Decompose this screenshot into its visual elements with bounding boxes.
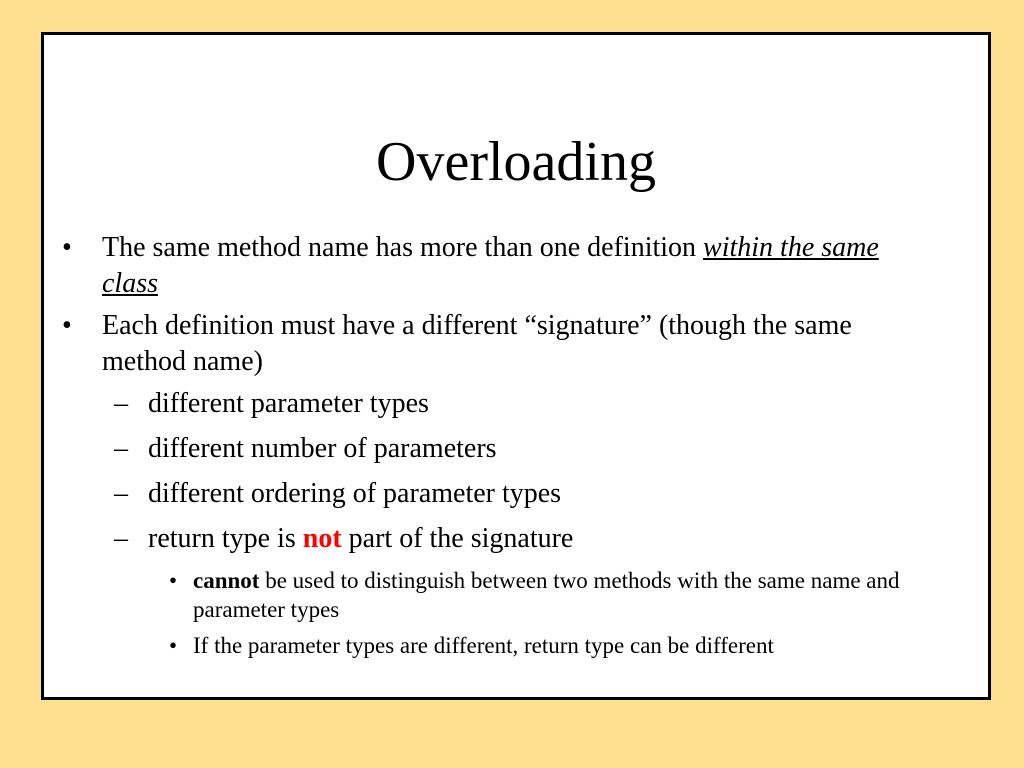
sub-sub-bullet-text	[193, 566, 963, 624]
dash-marker: –	[114, 388, 128, 419]
dash-marker: –	[114, 523, 128, 554]
sub-bullet-text-before: return type is	[148, 523, 303, 554]
slide-title: Overloading	[376, 131, 656, 193]
sub-bullet-item	[44, 431, 988, 467]
bullet-marker: •	[169, 568, 178, 593]
bullet-item	[44, 308, 988, 380]
sub-sub-bullet-item	[44, 631, 988, 660]
sub-bullet-text-after: part of the signature	[341, 523, 574, 554]
bullet-list	[44, 230, 988, 667]
sub-sub-bullet-item	[44, 566, 988, 624]
bullet-text	[102, 230, 882, 302]
bullet-text: Each definition must have a different “signature” (though the same method name)	[102, 310, 852, 377]
bullet-marker: •	[62, 310, 72, 341]
sub-sub-bullet-text-rest: be used to distinguish between two methods with the same name and parameter types	[193, 568, 900, 622]
bold-cannot: cannot	[193, 568, 260, 593]
bullet-emphasis: within the same class	[102, 232, 879, 299]
slide-frame	[41, 32, 991, 700]
sub-bullet-item	[44, 386, 988, 422]
bullet-item	[44, 230, 988, 302]
sub-bullet-text: different ordering of parameter types	[148, 478, 562, 509]
sub-bullet-text: different number of parameters	[148, 433, 497, 464]
dash-marker: –	[114, 478, 128, 509]
bullet-marker: •	[62, 232, 72, 263]
sub-bullet-item	[44, 476, 988, 512]
sub-bullet-item	[44, 521, 988, 557]
sub-sub-bullet-text: If the parameter types are different, return type can be different	[193, 633, 774, 658]
sub-bullet-text: different parameter types	[148, 388, 429, 419]
bullet-text-plain: The same method name has more than one definition	[102, 232, 704, 263]
dash-marker: –	[114, 433, 128, 464]
bullet-marker: •	[169, 633, 178, 658]
sub-bullet-text	[148, 521, 928, 557]
highlight-not: not	[302, 523, 342, 554]
